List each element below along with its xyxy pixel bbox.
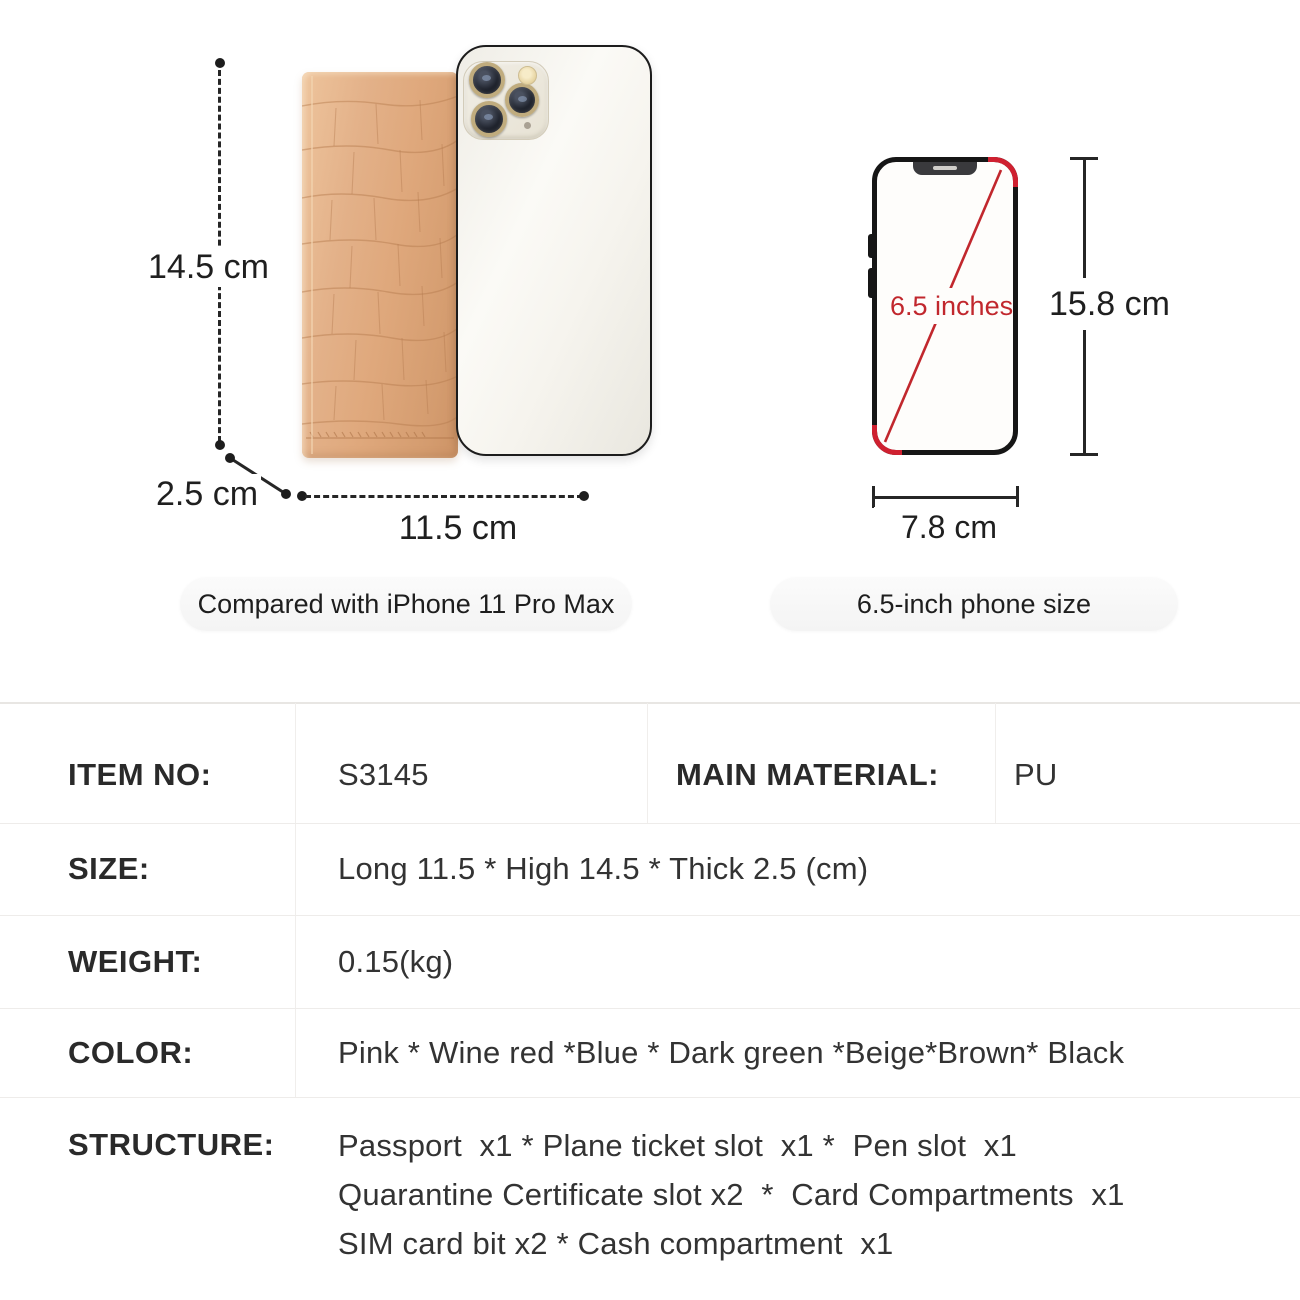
phone-width-label: 7.8 cm xyxy=(874,507,1024,547)
weight-label: WEIGHT: xyxy=(68,943,203,979)
phone-size-outline xyxy=(872,157,1018,455)
phone-width-measure-line xyxy=(874,496,1018,499)
weight-value: 0.15(kg) xyxy=(338,943,454,979)
size-caption: 6.5-inch phone size xyxy=(770,577,1178,631)
volume-button-icon xyxy=(868,234,873,258)
structure-line: SIM card bit x2 * Cash compartment x1 xyxy=(338,1226,894,1261)
color-value: Pink * Wine red *Blue * Dark green *Beige*Brown* Black xyxy=(338,1034,1125,1070)
table-row xyxy=(0,1008,1300,1098)
mic-dot-icon xyxy=(524,122,531,129)
structure-line: Passport x1 * Plane ticket slot x1 * Pen slot x1 xyxy=(338,1128,1017,1163)
compare-caption: Compared with iPhone 11 Pro Max xyxy=(180,577,632,631)
camera-module xyxy=(463,61,549,140)
camera-lens-icon xyxy=(469,62,505,98)
wallet-width-label: 11.5 cm xyxy=(385,508,531,548)
main-material-label: MAIN MATERIAL: xyxy=(676,756,939,792)
structure-line: Quarantine Certificate slot x2 * Card Compartments x1 xyxy=(338,1177,1125,1212)
item-no-value: S3145 xyxy=(338,756,429,792)
wallet-thickness-label: 2.5 cm xyxy=(153,474,261,514)
volume-button-icon xyxy=(868,268,873,298)
size-value: Long 11.5 * High 14.5 * Thick 2.5 (cm) xyxy=(338,851,869,886)
structure-value xyxy=(338,1121,1125,1268)
flash-icon xyxy=(518,66,537,85)
item-no-label: ITEM NO: xyxy=(68,756,212,792)
camera-lens-icon xyxy=(471,101,507,137)
measure-cap xyxy=(1070,453,1098,456)
table-row xyxy=(0,702,1300,824)
structure-label: STRUCTURE: xyxy=(68,1127,275,1162)
table-row xyxy=(0,823,1300,916)
camera-lens-icon xyxy=(505,83,539,117)
passport-wallet-photo xyxy=(302,72,458,458)
size-label: SIZE: xyxy=(68,851,150,886)
measure-dot xyxy=(579,491,589,501)
wallet-height-label: 14.5 cm xyxy=(145,247,272,287)
table-row xyxy=(0,1097,1300,1300)
phone-height-label: 15.8 cm xyxy=(1046,278,1173,330)
main-material-value: PU xyxy=(1014,756,1058,792)
width-measure-line xyxy=(305,495,583,498)
measure-dot xyxy=(215,58,225,68)
color-label: COLOR: xyxy=(68,1034,194,1070)
iphone-11-pro-max-photo xyxy=(456,45,652,456)
crocodile-texture xyxy=(302,72,458,458)
measure-cap xyxy=(1016,486,1019,508)
table-row xyxy=(0,915,1300,1009)
screen-diagonal-label: 6.5 inches xyxy=(890,288,1000,324)
